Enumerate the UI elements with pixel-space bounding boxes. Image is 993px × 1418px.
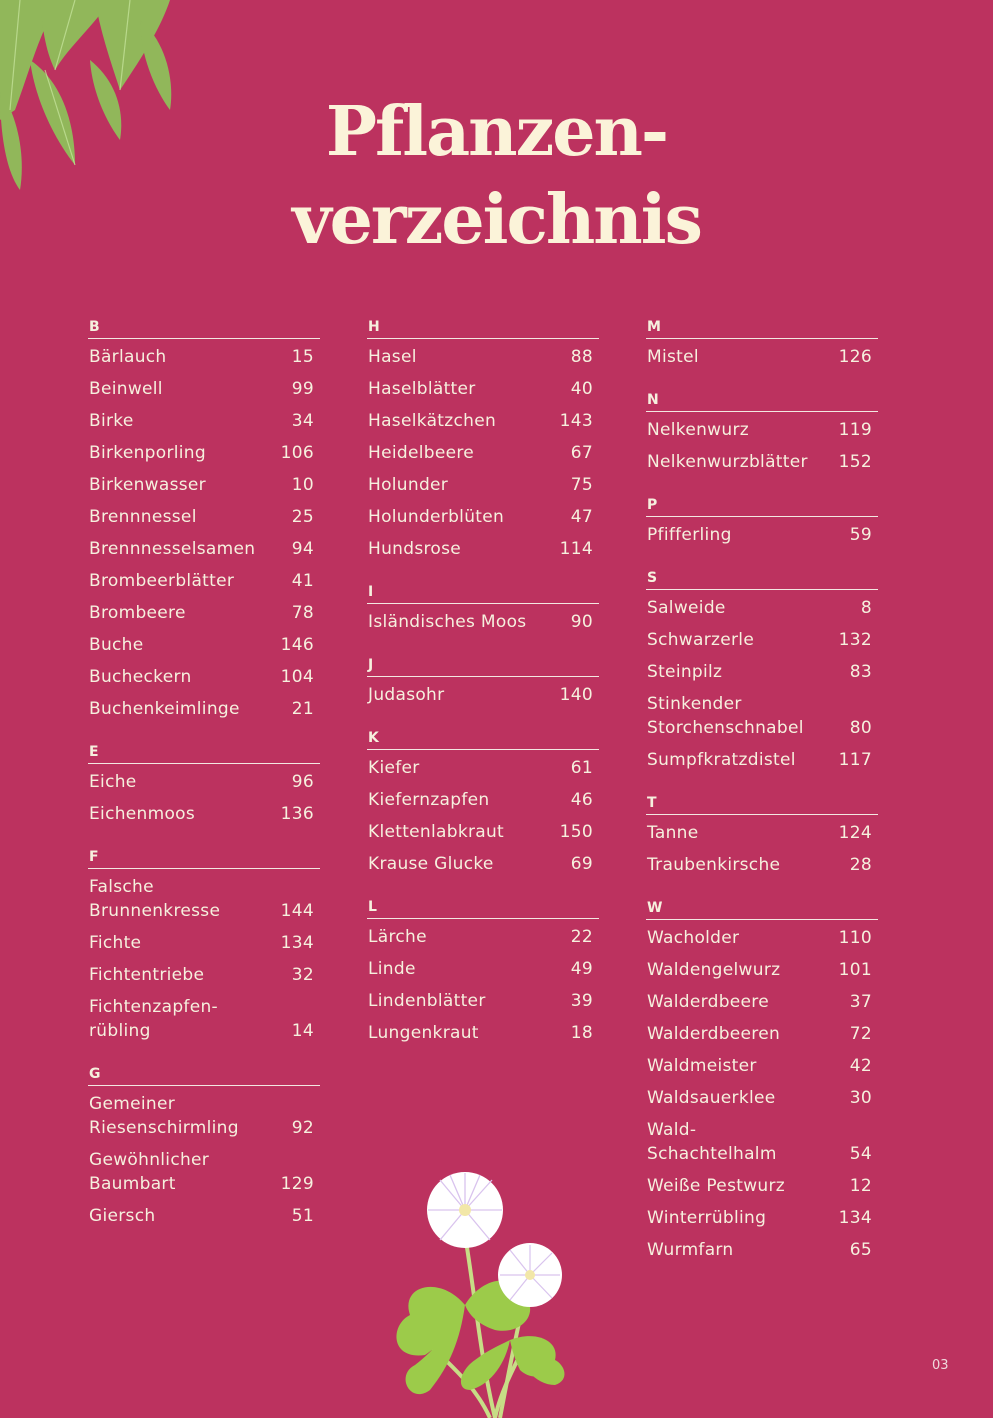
entry-page: 136 xyxy=(280,804,314,824)
entry-page: 106 xyxy=(280,443,314,463)
entry-page: 88 xyxy=(570,347,593,367)
entry-page: 39 xyxy=(570,991,593,1011)
index-entry xyxy=(88,871,320,927)
index-entry xyxy=(646,446,878,478)
page-number: 03 xyxy=(932,1358,949,1373)
entry-page: 119 xyxy=(838,420,872,440)
entry-page: 40 xyxy=(570,379,593,399)
title-line-1: Pflanzen- xyxy=(325,92,668,172)
entry-page: 78 xyxy=(291,603,314,623)
entry-name: Holunder xyxy=(368,475,449,495)
index-entry xyxy=(88,341,320,373)
index-section-l xyxy=(367,898,599,1049)
entry-name: Walderdbeeren xyxy=(647,1024,781,1044)
entry-page: 15 xyxy=(291,347,314,367)
index-entry xyxy=(367,679,599,711)
entry-name: Haselkätzchen xyxy=(368,411,497,431)
entry-page: 132 xyxy=(838,630,872,650)
section-letter: K xyxy=(367,729,599,750)
index-column-2 xyxy=(367,318,599,1067)
entry-page: 152 xyxy=(838,452,872,472)
entry-page: 75 xyxy=(570,475,593,495)
index-entry xyxy=(646,688,878,744)
index-entry xyxy=(88,766,320,798)
index-entry xyxy=(646,414,878,446)
entry-page: 99 xyxy=(291,379,314,399)
entry-name: Waldmeister xyxy=(647,1056,757,1076)
entry-name: Lärche xyxy=(368,927,427,947)
index-section-i xyxy=(367,583,599,638)
entry-name: Birke xyxy=(89,411,134,431)
entry-page: 83 xyxy=(849,662,872,682)
entry-name: Birkenwasser xyxy=(89,475,206,495)
entry-name: Holunderblüten xyxy=(368,507,505,527)
section-letter: N xyxy=(646,391,878,412)
entry-name: Heidelbeere xyxy=(368,443,475,463)
index-section-t xyxy=(646,794,878,881)
entry-page: 67 xyxy=(570,443,593,463)
index-entry xyxy=(646,1082,878,1114)
index-entry xyxy=(88,373,320,405)
index-entry xyxy=(367,921,599,953)
entry-name: Nelkenwurzblätter xyxy=(647,452,808,472)
entry-page: 49 xyxy=(570,959,593,979)
entry-page: 65 xyxy=(849,1240,872,1260)
index-entry xyxy=(367,1017,599,1049)
index-entry xyxy=(88,798,320,830)
index-entry xyxy=(88,565,320,597)
entry-page: 47 xyxy=(570,507,593,527)
entry-name: Mistel xyxy=(647,347,699,367)
index-entry xyxy=(88,501,320,533)
index-entry xyxy=(88,469,320,501)
entry-page: 101 xyxy=(838,960,872,980)
index-entry xyxy=(88,693,320,725)
entry-name: Schwarzerle xyxy=(647,630,755,650)
entry-name: Salweide xyxy=(647,598,726,618)
entry-name: Krause Glucke xyxy=(368,854,494,874)
index-entry xyxy=(367,373,599,405)
entry-page: 72 xyxy=(849,1024,872,1044)
index-section-j xyxy=(367,656,599,711)
entry-name: Birkenporling xyxy=(89,443,206,463)
entry-name: Gemeiner Riesenschirmling xyxy=(89,1094,239,1138)
entry-page: 140 xyxy=(559,685,593,705)
section-letter: W xyxy=(646,899,878,920)
entry-page: 18 xyxy=(570,1023,593,1043)
title-line-2: verzeichnis xyxy=(292,180,701,260)
index-entry xyxy=(646,1170,878,1202)
index-entry xyxy=(646,1018,878,1050)
entry-page: 150 xyxy=(559,822,593,842)
section-letter: E xyxy=(88,743,320,764)
entry-page: 10 xyxy=(291,475,314,495)
index-section-e xyxy=(88,743,320,830)
index-entry xyxy=(646,341,878,373)
entry-name: Waldengelwurz xyxy=(647,960,781,980)
entry-name: Lungenkraut xyxy=(368,1023,479,1043)
index-entry xyxy=(646,1234,878,1266)
index-entry xyxy=(88,1088,320,1144)
index-entry xyxy=(88,629,320,661)
section-letter: P xyxy=(646,496,878,517)
index-entry xyxy=(646,744,878,776)
entry-page: 80 xyxy=(849,718,872,738)
index-entry xyxy=(646,1114,878,1170)
entry-name: Walderdbeere xyxy=(647,992,769,1012)
entry-page: 46 xyxy=(570,790,593,810)
entry-name: Stinkender Storchenschnabel xyxy=(647,694,804,738)
index-entry xyxy=(88,927,320,959)
entry-name: Brombeerblätter xyxy=(89,571,235,591)
index-entry xyxy=(367,985,599,1017)
index-section-m xyxy=(646,318,878,373)
entry-page: 8 xyxy=(860,598,872,618)
section-letter: B xyxy=(88,318,320,339)
entry-page: 25 xyxy=(291,507,314,527)
entry-name: Brennnessel xyxy=(89,507,197,527)
entry-name: Fichtentriebe xyxy=(89,965,205,985)
index-entry xyxy=(367,533,599,565)
index-entry xyxy=(88,1144,320,1200)
entry-page: 21 xyxy=(291,699,314,719)
entry-name: Wacholder xyxy=(647,928,740,948)
index-entry xyxy=(646,954,878,986)
entry-name: Linde xyxy=(368,959,416,979)
entry-page: 22 xyxy=(570,927,593,947)
entry-name: Fichtenzapfen-rübling xyxy=(89,997,218,1041)
index-entry xyxy=(367,405,599,437)
entry-name: Weiße Pestwurz xyxy=(647,1176,785,1196)
index-entry xyxy=(367,953,599,985)
index-section-s xyxy=(646,569,878,776)
index-column-3 xyxy=(646,318,878,1284)
entry-name: Judasohr xyxy=(368,685,445,705)
entry-name: Wald-Schachtelhalm xyxy=(647,1120,777,1164)
index-entry xyxy=(367,752,599,784)
index-entry xyxy=(646,1050,878,1082)
index-entry xyxy=(367,816,599,848)
index-entry xyxy=(88,661,320,693)
wood-sorrel-illustration xyxy=(370,1165,580,1418)
index-entry xyxy=(367,341,599,373)
index-section-n xyxy=(646,391,878,478)
index-entry xyxy=(646,986,878,1018)
entry-name: Gewöhnlicher Baumbart xyxy=(89,1150,210,1194)
index-entry xyxy=(646,592,878,624)
entry-name: Giersch xyxy=(89,1206,156,1226)
entry-page: 61 xyxy=(570,758,593,778)
entry-name: Haselblätter xyxy=(368,379,476,399)
entry-name: Pfifferling xyxy=(647,525,732,545)
entry-page: 144 xyxy=(280,901,314,921)
index-entry xyxy=(88,437,320,469)
entry-name: Brennnesselsamen xyxy=(89,539,256,559)
entry-name: Steinpilz xyxy=(647,662,723,682)
index-section-w xyxy=(646,899,878,1266)
entry-page: 94 xyxy=(291,539,314,559)
entry-name: Brombeere xyxy=(89,603,186,623)
entry-page: 96 xyxy=(291,772,314,792)
entry-name: Kiefer xyxy=(368,758,420,778)
index-entry xyxy=(646,817,878,849)
index-entry xyxy=(367,848,599,880)
index-entry xyxy=(367,501,599,533)
section-letter: S xyxy=(646,569,878,590)
section-letter: F xyxy=(88,848,320,869)
entry-name: Beinwell xyxy=(89,379,163,399)
entry-page: 134 xyxy=(838,1208,872,1228)
entry-page: 54 xyxy=(849,1144,872,1164)
entry-page: 110 xyxy=(838,928,872,948)
page-title xyxy=(0,88,993,264)
entry-page: 90 xyxy=(570,612,593,632)
entry-name: Traubenkirsche xyxy=(647,855,781,875)
index-section-h xyxy=(367,318,599,565)
index-entry xyxy=(88,1200,320,1232)
entry-name: Isländisches Moos xyxy=(368,612,527,632)
index-entry xyxy=(367,469,599,501)
index-entry xyxy=(88,597,320,629)
entry-name: Buche xyxy=(89,635,144,655)
index-entry xyxy=(646,624,878,656)
entry-name: Buchenkeimlinge xyxy=(89,699,240,719)
index-entry xyxy=(646,519,878,551)
section-letter: H xyxy=(367,318,599,339)
entry-page: 59 xyxy=(849,525,872,545)
section-letter: I xyxy=(367,583,599,604)
index-entry xyxy=(88,991,320,1047)
index-entry xyxy=(367,784,599,816)
entry-name: Winterrübling xyxy=(647,1208,767,1228)
index-entry xyxy=(646,849,878,881)
section-letter: G xyxy=(88,1065,320,1086)
entry-page: 34 xyxy=(291,411,314,431)
entry-name: Klettenlabkraut xyxy=(368,822,505,842)
entry-name: Hundsrose xyxy=(368,539,462,559)
entry-page: 51 xyxy=(291,1206,314,1226)
entry-page: 30 xyxy=(849,1088,872,1108)
entry-page: 104 xyxy=(280,667,314,687)
index-section-k xyxy=(367,729,599,880)
entry-page: 28 xyxy=(849,855,872,875)
entry-name: Eiche xyxy=(89,772,137,792)
entry-name: Wurmfarn xyxy=(647,1240,734,1260)
index-entry xyxy=(367,437,599,469)
entry-name: Fichte xyxy=(89,933,142,953)
entry-page: 114 xyxy=(559,539,593,559)
entry-name: Nelkenwurz xyxy=(647,420,749,440)
index-section-b xyxy=(88,318,320,725)
index-entry xyxy=(88,533,320,565)
entry-page: 134 xyxy=(280,933,314,953)
index-entry xyxy=(646,656,878,688)
index-entry xyxy=(88,405,320,437)
entry-page: 42 xyxy=(849,1056,872,1076)
entry-page: 146 xyxy=(280,635,314,655)
index-section-g xyxy=(88,1065,320,1232)
section-letter: J xyxy=(367,656,599,677)
index-entry xyxy=(367,606,599,638)
entry-page: 12 xyxy=(849,1176,872,1196)
index-section-p xyxy=(646,496,878,551)
entry-page: 37 xyxy=(849,992,872,1012)
entry-name: Lindenblätter xyxy=(368,991,486,1011)
entry-page: 69 xyxy=(570,854,593,874)
index-column-1 xyxy=(88,318,320,1250)
entry-name: Tanne xyxy=(647,823,699,843)
section-letter: T xyxy=(646,794,878,815)
entry-page: 14 xyxy=(291,1021,314,1041)
entry-page: 126 xyxy=(838,347,872,367)
index-entry xyxy=(88,959,320,991)
entry-name: Eichenmoos xyxy=(89,804,196,824)
entry-page: 117 xyxy=(838,750,872,770)
entry-page: 124 xyxy=(838,823,872,843)
entry-page: 92 xyxy=(291,1118,314,1138)
section-letter: M xyxy=(646,318,878,339)
section-letter: L xyxy=(367,898,599,919)
index-entry xyxy=(646,1202,878,1234)
entry-name: Hasel xyxy=(368,347,417,367)
index-entry xyxy=(646,922,878,954)
entry-name: Bärlauch xyxy=(89,347,167,367)
entry-name: Falsche Brunnenkresse xyxy=(89,877,221,921)
entry-name: Waldsauerklee xyxy=(647,1088,776,1108)
entry-page: 41 xyxy=(291,571,314,591)
entry-name: Kiefernzapfen xyxy=(368,790,490,810)
index-section-f xyxy=(88,848,320,1047)
entry-page: 143 xyxy=(559,411,593,431)
entry-name: Sumpfkratzdistel xyxy=(647,750,796,770)
entry-page: 129 xyxy=(280,1174,314,1194)
entry-page: 32 xyxy=(291,965,314,985)
entry-name: Bucheckern xyxy=(89,667,192,687)
